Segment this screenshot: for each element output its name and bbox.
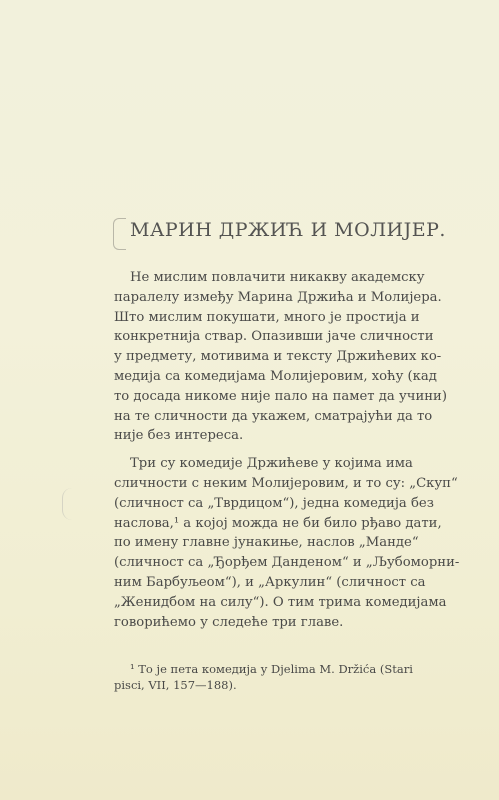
text-line: Не мислим повлачити никакву академску — [130, 270, 425, 285]
chapter-body — [114, 268, 460, 640]
paragraph-2 — [114, 454, 460, 632]
text-line: ним Барбуљеом“), и „Аркулин“ (сличност са — [114, 574, 426, 590]
text-line: у предмету, мотивима и тексту Држићевих ко- — [114, 349, 442, 365]
text-line: „Женидбом на силу“). О тим трима комедијама — [114, 594, 447, 610]
chapter-title: МАРИН ДРЖИЋ И МОЛИЈЕР. — [130, 219, 446, 241]
footnote — [114, 661, 456, 693]
text-line: сличности с неким Молијеровим, и то су: „Скуп“ — [114, 475, 458, 491]
margin-pencil-mark — [62, 488, 75, 520]
text-line: медија са комедијама Молијеровим, хоћу (кад — [114, 368, 437, 384]
text-line: Три су комедије Држићеве у којима има — [130, 456, 413, 472]
text-line: паралелу између Марина Држића и Молијера. — [114, 289, 442, 305]
text-line: (сличност са „Ђорђем Данденом“ и „Љубоморни- — [114, 555, 460, 571]
text-line: конкретнија ствар. Опазивши јаче сличности — [114, 329, 434, 345]
text-line: Што мислим покушати, много је простија и — [114, 309, 420, 325]
text-line: то досада никоме није пало на памет да учини) — [114, 388, 447, 404]
text-line: (сличност са „Тврдицом“), једна комедија без — [114, 495, 434, 511]
text-line: по имену главне јунакиње, наслов „Манде“ — [114, 535, 419, 551]
title-bracket-mark — [113, 218, 126, 250]
text-line: наслова,¹ а којој можда не би било рђаво дати, — [114, 515, 442, 531]
paragraph-1 — [114, 268, 456, 446]
text-line: није без интереса. — [114, 428, 244, 444]
text-line: на те сличности да укажем, сматрајући да то — [114, 408, 433, 424]
text-line: говорићемо у следеће три главе. — [114, 614, 344, 630]
footnote-line: ¹ То је пета комедија у Djelima M. Držića (Stari — [130, 662, 413, 676]
footnote-line: pisci, VII, 157—188). — [114, 678, 237, 692]
